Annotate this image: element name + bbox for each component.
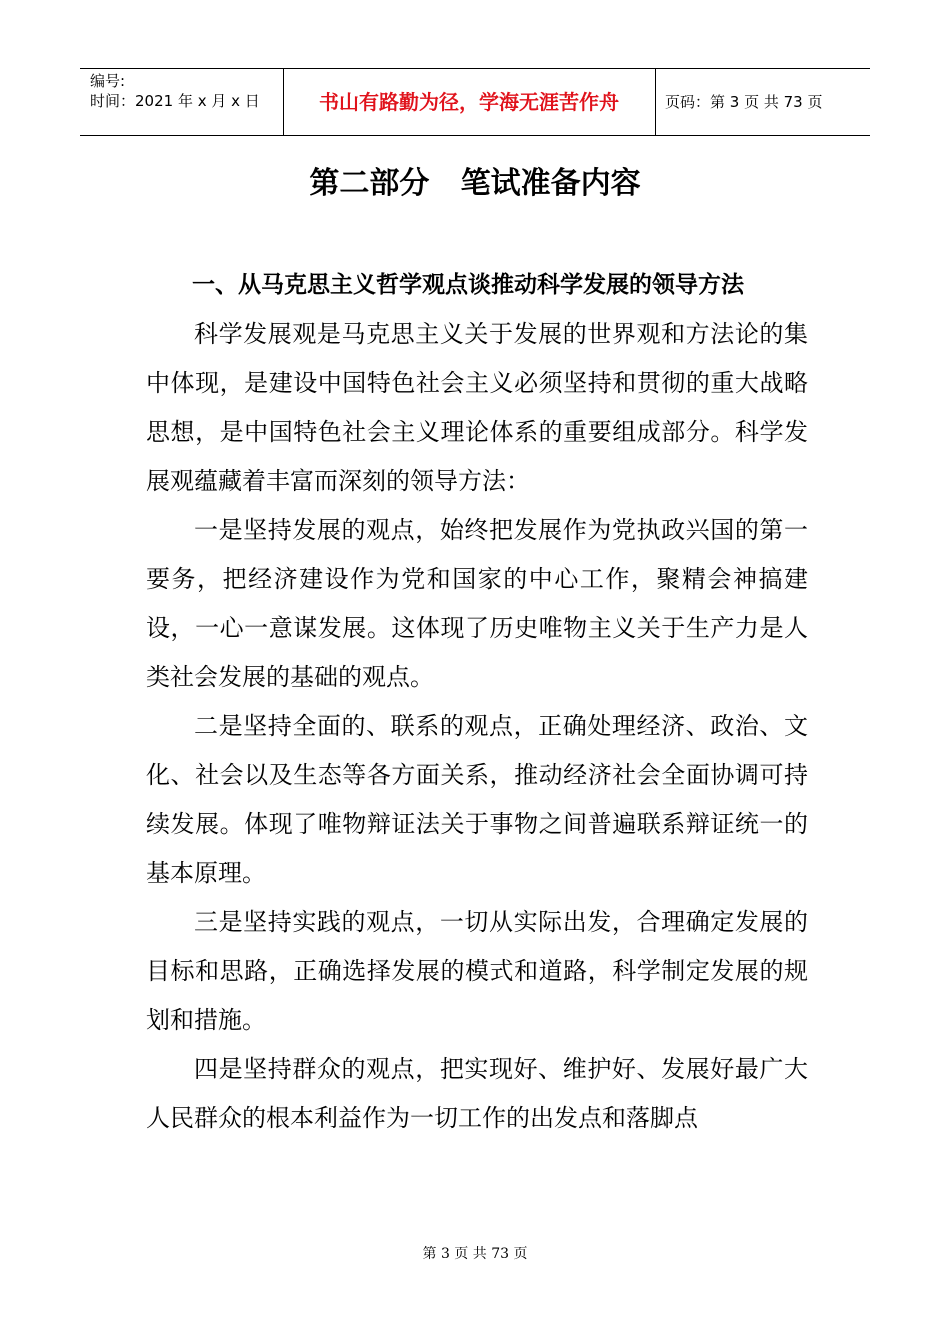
body-paragraph: 三是坚持实践的观点，一切从实际出发，合理确定发展的目标和思路，正确选择发展的模式和道路，科学制定发展的规划和措施。 — [146, 908, 808, 1034]
header-meta — [90, 71, 280, 111]
section-heading: 一、从马克思主义哲学观点谈推动科学发展的领导方法 — [192, 272, 744, 298]
body-paragraph: 四是坚持群众的观点，把实现好、维护好、发展好最广大人民群众的根本利益作为一切工作的出发点和落脚点 — [146, 1055, 808, 1132]
body-paragraph: 科学发展观是马克思主义关于发展的世界观和方法论的集中体现，是建设中国特色社会主义必须坚持和贯彻的重大战略思想，是中国特色社会主义理论体系的重要组成部分。科学发展观蕴藏着丰富而深刻的领导方法： — [146, 320, 808, 495]
header-motto: 书山有路勤为径，学海无涯苦作舟 — [319, 90, 619, 114]
page-footer: 第 3 页 共 73 页 — [422, 1246, 528, 1262]
header-divider — [655, 69, 656, 135]
document-body — [146, 261, 808, 1143]
document-number-label: 编号: — [90, 72, 126, 90]
header-page-info: 页码：第 3 页 共 73 页 — [665, 93, 823, 111]
body-paragraph: 一是坚持发展的观点，始终把发展作为党执政兴国的第一要务，把经济建设作为党和国家的中心工作，聚精会神搞建设，一心一意谋发展。这体现了历史唯物主义关于生产力是人类社会发展的基础的观点。 — [146, 516, 808, 691]
page-header — [80, 68, 870, 136]
document-time-label: 时间：2021 年 x 月 x 日 — [90, 92, 260, 110]
body-paragraph: 二是坚持全面的、联系的观点，正确处理经济、政治、文化、社会以及生态等各方面关系，推动经济社会全面协调可持续发展。体现了唯物辩证法关于事物之间普遍联系辩证统一的基本原理。 — [146, 712, 808, 887]
document-title: 第二部分 笔试准备内容 — [309, 166, 641, 201]
